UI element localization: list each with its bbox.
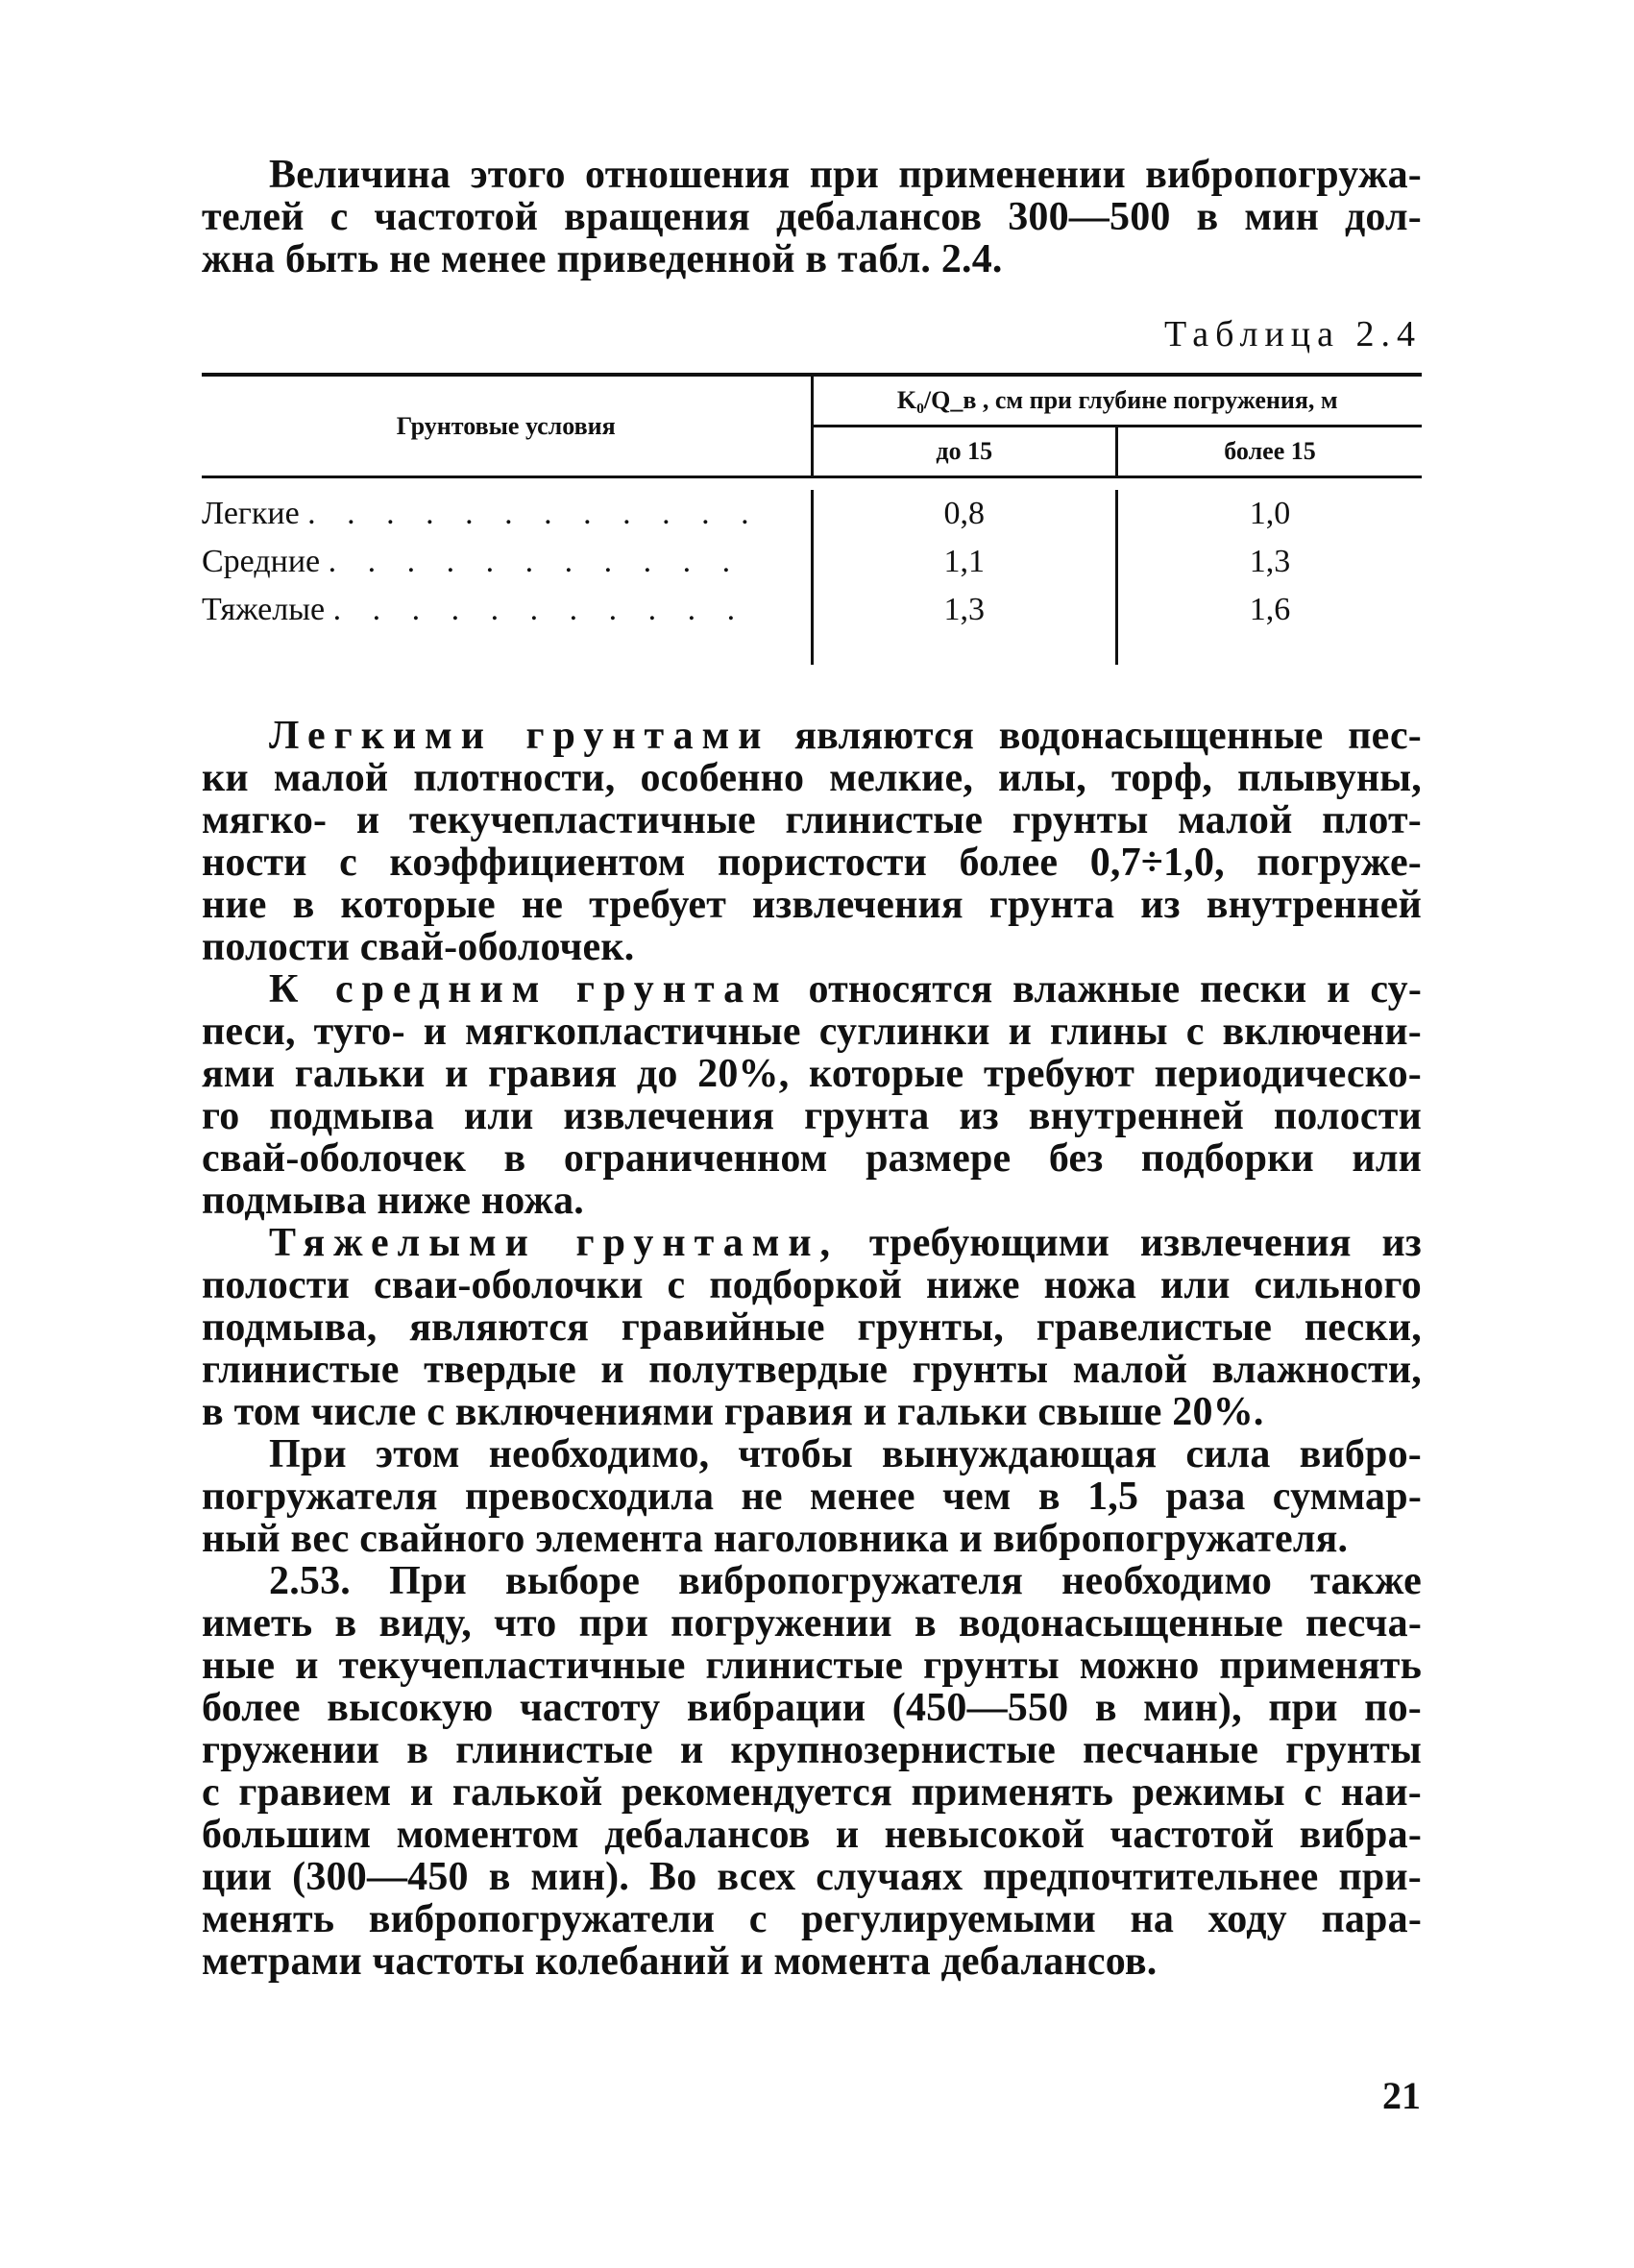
page-body [202, 154, 1422, 1983]
value-cell: 0,8 [812, 490, 1117, 538]
text-line: При этом необходимо, чтобы вынуждающая сила вибро- [269, 1432, 1422, 1476]
header-col1: до 15 [812, 427, 1117, 477]
text-line: ние в которые не требует извлечения грунта из внутренней [202, 883, 1422, 927]
page-number: 21 [1382, 2074, 1421, 2117]
text-line: в том числе с включениями гравия и гальки свыше 20%. [202, 1390, 1264, 1434]
value-cell: 1,0 [1117, 490, 1423, 538]
text-line: более высокую частоту вибрации (450—550 в мин), при по- [202, 1686, 1422, 1730]
leader-dots: . . . . . . . . . . . [332, 592, 747, 627]
text-line: относятся влажные пески и су- [788, 967, 1423, 1012]
text-line: ции (300—450 в мин). Во всех случаях предпочтительнее при- [202, 1855, 1422, 1899]
text-line: телей с частотой вращения дебалансов 300—500 в мин дол- [202, 195, 1422, 239]
leader-dots: . . . . . . . . . . . [328, 544, 743, 579]
text-line: ные и текучепластичные глинистые грунты можно применять [202, 1644, 1422, 1688]
text-line: го подмыва или извлечения грунта из внутренней полости [202, 1094, 1422, 1138]
row-label: Тяжелые [202, 592, 326, 627]
header-col2: более 15 [1117, 427, 1423, 477]
paragraph-force [202, 1433, 1422, 1560]
paragraph-2-53 [202, 1560, 1422, 1983]
table-caption: Таблица 2.4 [1163, 314, 1422, 354]
paragraph-heavy-soils [202, 1222, 1422, 1433]
text-line: ки малой плотности, особенно мелкие, илы, торф, плывуны, [202, 756, 1422, 800]
leader-dots: . . . . . . . . . . . . [307, 496, 761, 531]
value-cell: 1,6 [1117, 586, 1423, 634]
text-line: иметь в виду, что при погружении в водонасыщенные песча- [202, 1601, 1422, 1646]
row-label: Легкие [202, 496, 300, 531]
text-line: ности с коэффициентом пористости более 0,7÷1,0, погруже- [202, 841, 1422, 885]
text-line: свай-оболочек в ограниченном размере без подборки или [202, 1136, 1422, 1181]
header-group: K₀/Q_в , см при глубине погружения, м [812, 375, 1422, 427]
text-line: полости свай-оболочек. [202, 925, 635, 969]
header-conditions: Грунтовые условия [396, 411, 616, 440]
text-line: менять вибропогружатели с регулируемыми на ходу пара- [202, 1897, 1422, 1941]
text-line: ями гальки и гравия до 20%, которые требуют периодическо- [202, 1052, 1422, 1096]
text-line: мягко- и текучепластичные глинистые грунты малой плот- [202, 798, 1422, 842]
soil-conditions-table [202, 373, 1422, 665]
text-line: Величина этого отношения при применении вибропогружа- [269, 153, 1422, 197]
text-line: 2.53. При выборе вибропогружателя необходимо также [269, 1559, 1422, 1603]
intro-paragraph [202, 154, 1422, 280]
table-row [202, 586, 1422, 634]
text-line: глинистые твердые и полутвердые грунты малой влажности, [202, 1348, 1422, 1392]
table-row [202, 490, 1422, 538]
paragraph-light-soils [202, 715, 1422, 968]
term-light-soils: Легкими грунтами [269, 714, 770, 758]
value-cell: 1,3 [1117, 538, 1423, 586]
table-row [202, 538, 1422, 586]
value-cell: 1,3 [812, 586, 1117, 634]
text-line: подмыва ниже ножа. [202, 1179, 584, 1223]
row-label: Средние [202, 544, 321, 579]
text-line: метрами частоты колебаний и момента дебалансов. [202, 1939, 1158, 1984]
text-line: являются водонасыщенные пес- [769, 714, 1422, 758]
text-line: песи, туго- и мягкопластичные суглинки и глины с включени- [202, 1010, 1422, 1054]
text-line: ный вес свайного элемента наголовника и вибропогружателя. [202, 1517, 1349, 1561]
text-line: жна быть не менее приведенной в табл. 2.4. [202, 237, 1003, 281]
term-medium-soils: К средним грунтам [269, 967, 789, 1012]
value-cell: 1,1 [812, 538, 1117, 586]
paragraph-medium-soils [202, 968, 1422, 1222]
text-line: большим моментом дебалансов и невысокой частотой вибра- [202, 1813, 1422, 1857]
text-line: погружателя превосходила не менее чем в 1,5 раза суммар- [202, 1475, 1422, 1519]
text-line: подмыва, являются гравийные грунты, гравелистые пески, [202, 1305, 1422, 1350]
text-line: полости сваи-оболочки с подборкой ниже ножа или сильного [202, 1263, 1422, 1307]
term-heavy-soils: Тяжелыми грунтами, [269, 1221, 840, 1265]
text-line: с гравием и галькой рекомендуется применять режимы с наи- [202, 1770, 1422, 1815]
text-line: требующими извлечения из [839, 1221, 1422, 1265]
text-line: гружении в глинистые и крупнозернистые песчаные грунты [202, 1728, 1422, 1772]
